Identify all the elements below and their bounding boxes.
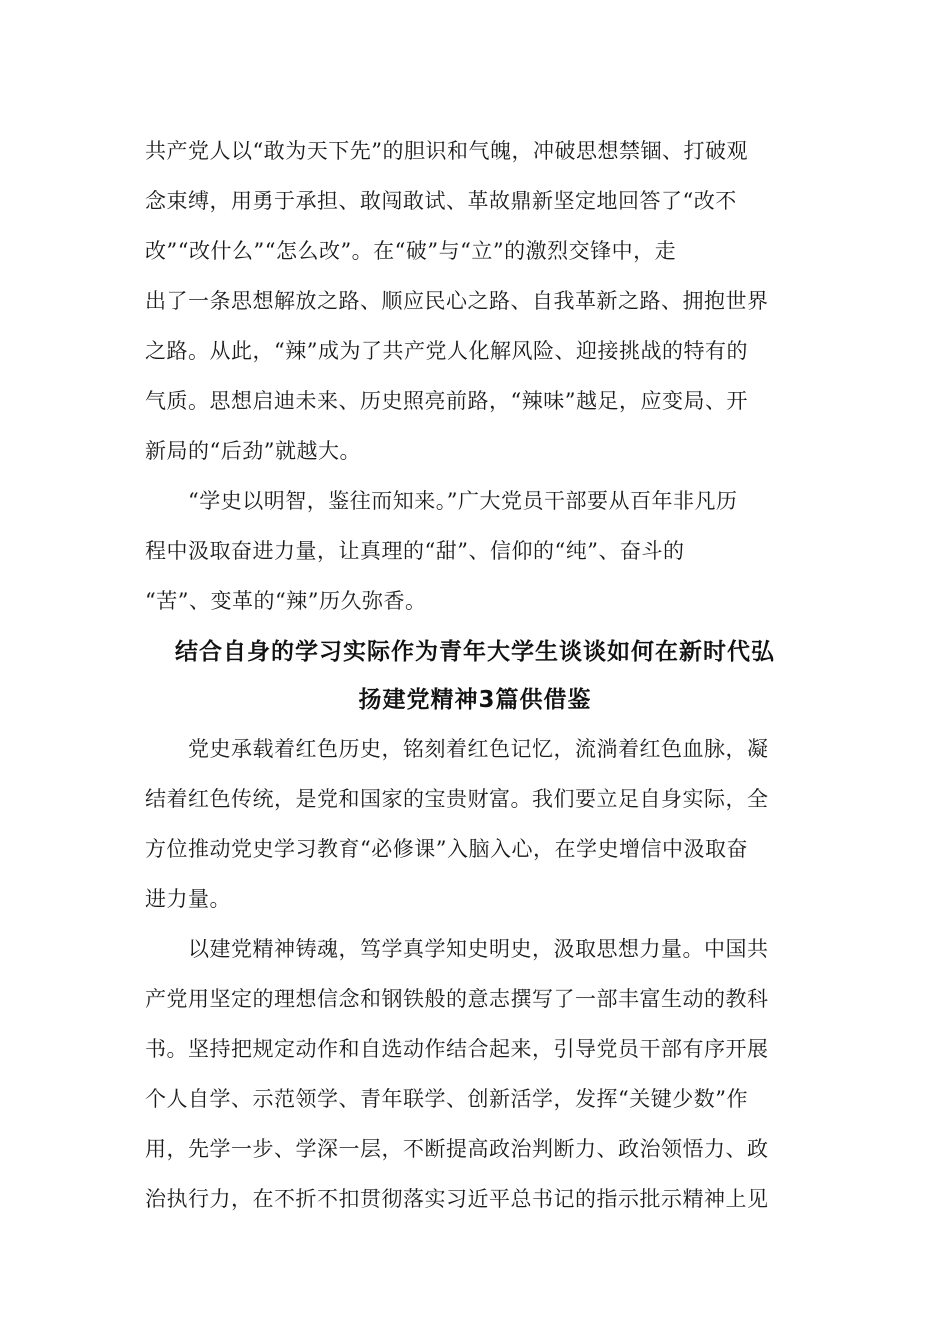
paragraph-line: 党史承载着红色历史，铭刻着红色记忆，流淌着红色血脉，凝 — [188, 737, 769, 761]
paragraph-line: 气质。思想启迪未来、历史照亮前路，“辣味”越足，应变局、开 — [145, 389, 748, 413]
paragraph-line: 以建党精神铸魂，笃学真学知史明史，汲取思想力量。中国共 — [188, 937, 769, 961]
paragraph-line: “苦”、变革的“辣”历久弥香。 — [145, 589, 427, 613]
paragraph-line: 产党用坚定的理想信念和钢铁般的意志撰写了一部丰富生动的教科 — [145, 987, 769, 1011]
paragraph-line: 新局的“后劲”就越大。 — [145, 439, 361, 463]
paragraph-line: 治执行力，在不折不扣贯彻落实习近平总书记的指示批示精神上见 — [145, 1187, 769, 1211]
paragraph-line: 书。坚持把规定动作和自选动作结合起来，引导党员干部有序开展 — [145, 1037, 769, 1061]
paragraph-line: 进力量。 — [145, 887, 231, 911]
paragraph-line: 念束缚，用勇于承担、敢闯敢试、革故鼎新坚定地回答了“改不 — [145, 189, 737, 213]
paragraph-line: 结着红色传统，是党和国家的宝贵财富。我们要立足自身实际，全 — [145, 787, 769, 811]
paragraph-line: 改”“改什么”“怎么改”。在“破”与“立”的激烈交锋中，走 — [145, 239, 677, 263]
paragraph-line: 程中汲取奋进力量，让真理的“甜”、信仰的“纯”、奋斗的 — [145, 539, 685, 563]
paragraph-line: 用，先学一步、学深一层，不断提高政治判断力、政治领悟力、政 — [145, 1137, 769, 1161]
paragraph-line: 个人自学、示范领学、青年联学、创新活学，发挥“关键少数”作 — [145, 1087, 748, 1111]
paragraph-line: 方位推动党史学习教育“必修课”入脑入心，在学史增信中汲取奋 — [145, 837, 748, 861]
section-heading-line-1: 结合自身的学习实际作为青年大学生谈谈如何在新时代弘 — [175, 639, 775, 665]
section-heading-line-2: 扬建党精神3篇供借鉴 — [358, 687, 592, 713]
paragraph-line: 出了一条思想解放之路、顺应民心之路、自我革新之路、拥抱世界 — [145, 289, 769, 313]
paragraph-line: “学史以明智，鉴往而知来。”广大党员干部要从百年非凡历 — [188, 489, 738, 513]
paragraph-line: 共产党人以“敢为天下先”的胆识和气魄，冲破思想禁锢、打破观 — [145, 139, 748, 163]
paragraph-line: 之路。从此，“辣”成为了共产党人化解风险、迎接挑战的特有的 — [145, 339, 748, 363]
